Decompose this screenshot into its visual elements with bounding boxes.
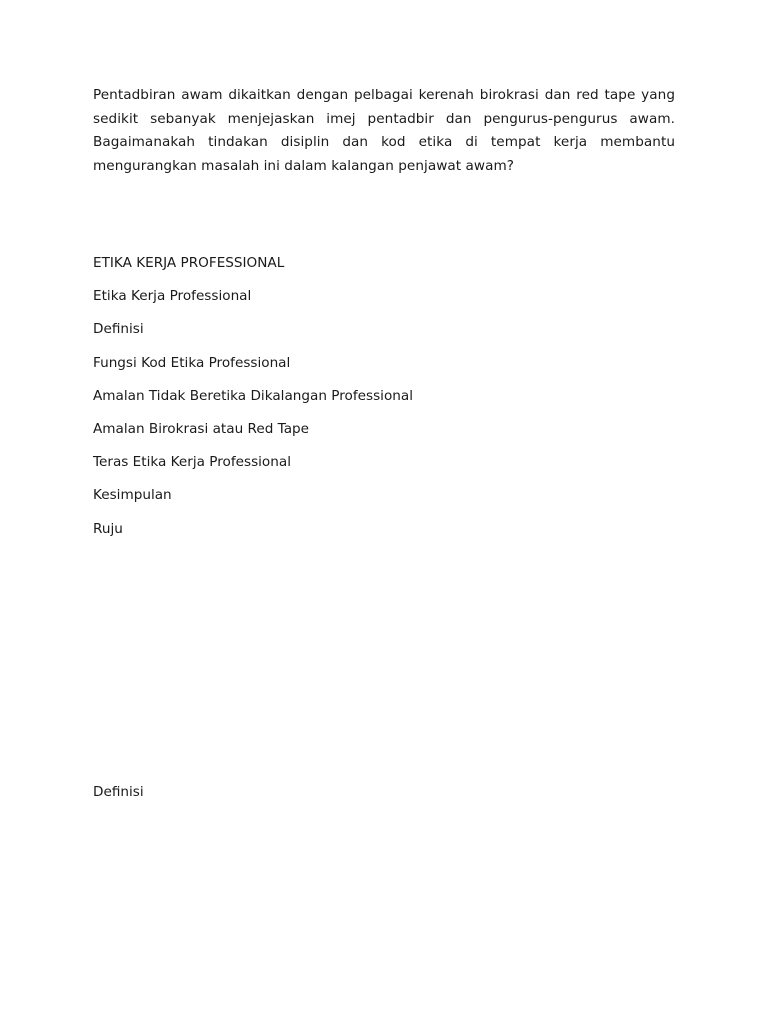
outline-item-title: ETIKA KERJA PROFESSIONAL [93,255,285,271]
section-heading-definisi: Definisi [93,784,144,800]
outline-list [93,253,413,552]
outline-item-amalan-tidak-beretika: Amalan Tidak Beretika Dikalangan Professional [93,387,413,404]
outline-item-fungsi-kod: Fungsi Kod Etika Professional [93,354,291,371]
intro-paragraph: Pentadbiran awam dikaitkan dengan pelbagai kerenah birokrasi dan red tape yang sedikit sebanyak menjejaskan imej pentadbir dan pengurus-pengurus awam. Bagaimanakah tindakan disiplin dan kod etika di tempat kerja membantu mengurangkan masalah ini dalam kalangan penjawat awam? [93,87,675,174]
outline-item-ruju: Ruju [93,520,123,537]
outline-item-etika-kerja: Etika Kerja Professional [93,288,252,305]
outline-item-amalan-birokrasi: Amalan Birokrasi atau Red Tape [93,420,310,437]
outline-item-teras-etika: Teras Etika Kerja Professional [93,454,291,471]
outline-item-kesimpulan: Kesimpulan [93,487,172,504]
outline-item-definisi: Definisi [93,321,144,338]
